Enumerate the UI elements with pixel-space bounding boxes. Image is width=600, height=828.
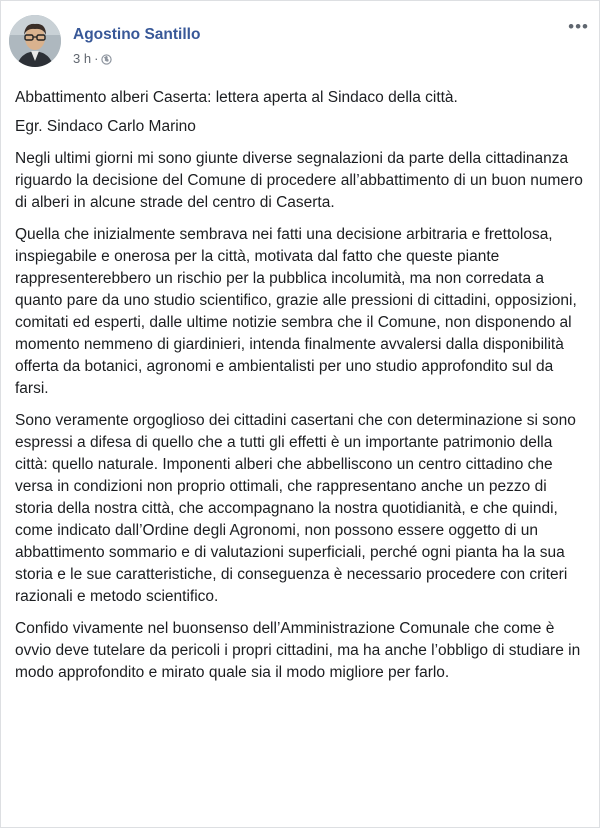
post-body	[15, 87, 587, 694]
post-timestamp[interactable]: 3 h	[73, 51, 92, 66]
more-options-icon[interactable]: •••	[568, 17, 589, 36]
post-meta	[73, 51, 112, 66]
post-paragraph: Sono veramente orgoglioso dei cittadini casertani che con determinazione si sono espressi a difesa di quello che a tutti gli effetti è un importante patrimonio della città: quello naturale. Imponenti alberi che abbelliscono un centro cittadino che versa in condizioni non proprio ottimali, che rappresentano anche un pezzo di storia della nostra città, che accompagnano la nostra quotidianità, e che quindi, come indicato dall’Ordine degli Agronomi, non possono essere oggetto di un abbattimento sommario e di valutazioni superficiali, perché ogni pianta ha la sua storia e le sue caratteristiche, di conseguenza è necessario procedere con criteri razionali e metodo scientifico.	[15, 412, 576, 605]
post-title: Abbattimento alberi Caserta: lettera aperta al Sindaco della città.	[15, 89, 458, 106]
post-paragraph: Confido vivamente nel buonsenso dell’Amministrazione Comunale che come è ovvio deve tutelare da pericoli i propri cittadini, ma ha anche l’obbligo di studiare in modo approfondito e mirato quale sia il modo migliore per farlo.	[15, 620, 581, 681]
author-avatar[interactable]	[9, 15, 61, 67]
post-paragraph: Negli ultimi giorni mi sono giunte diverse segnalazioni da parte della cittadinanza riguardo la decisione del Comune di procedere all’abbattimento di un buon numero di alberi in alcune strade del centro di Caserta.	[15, 150, 583, 211]
globe-icon[interactable]	[101, 53, 112, 64]
post-paragraph: Quella che inizialmente sembrava nei fatti una decisione arbitraria e frettolosa, inspiegabile e onerosa per la città, motivata dal fatto che queste piante rappresenterebbero un rischio per la pubblica incolumità, ma non corredata a quanto pare da uno studio scientifico, grazie alle pressioni di cittadini, opposizioni, comitati ed esperti, dalle ultime notizie sembra che il Comune, non disponendo al momento nemmeno di giardinieri, intenda finalmente avvalersi dalla disponibilità offerta da botanici, agronomi e ambientalisti per uno studio approfondito sul da farsi.	[15, 226, 577, 397]
post-greeting: Egr. Sindaco Carlo Marino	[15, 118, 196, 135]
meta-separator: ·	[94, 51, 99, 66]
author-name[interactable]: Agostino Santillo	[73, 26, 201, 43]
avatar-photo	[9, 15, 61, 67]
post-header	[1, 1, 599, 85]
